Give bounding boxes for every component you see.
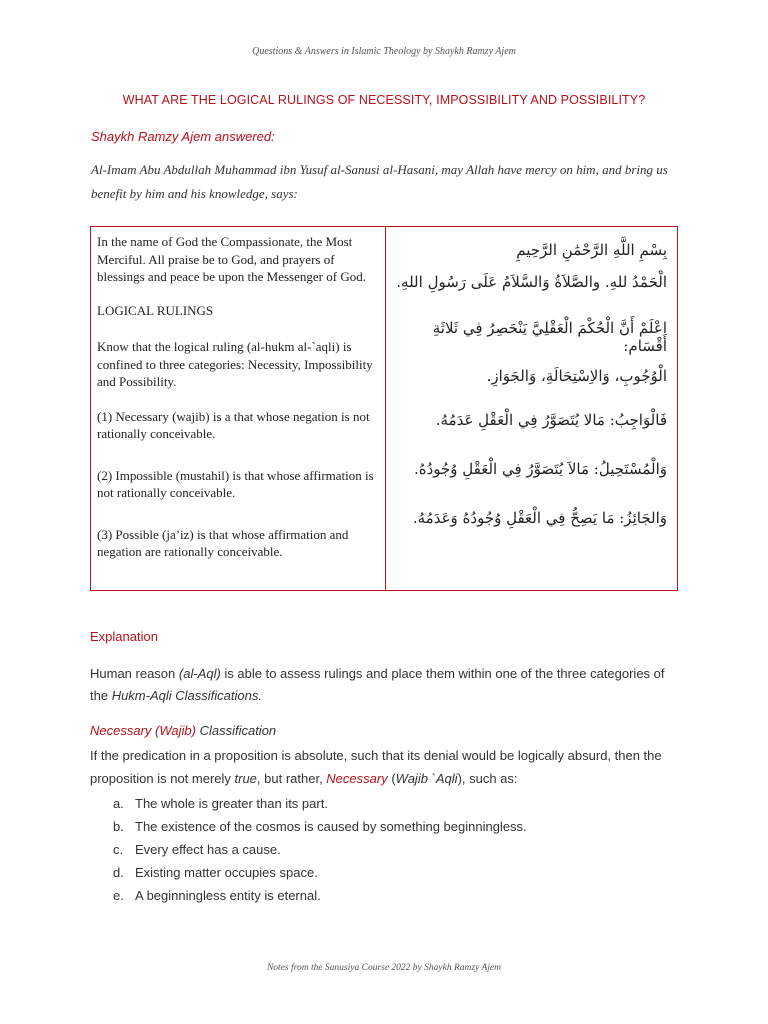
necessary-text-4: ), such as: <box>457 770 518 786</box>
list-marker: d. <box>113 865 124 880</box>
arabic-hamd: الْحَمْدُ للهِ. والصَّلاَةُ وَالسَّلاَمُ عَلَى رَسُولِ اللهِ. <box>396 273 667 291</box>
page-title: WHAT ARE THE LOGICAL RULINGS OF NECESSITY, IMPOSSIBILITY AND POSSIBILITY? <box>122 93 646 107</box>
necessary-word: Necessary <box>326 770 388 786</box>
classifications-term: Hukm-Aqli Classifications. <box>111 688 262 703</box>
list-item <box>113 861 527 884</box>
list-item-text: The existence of the cosmos is caused by something beginningless. <box>135 819 527 834</box>
arabic-jaiz: وَالجَائِزُ: مَا يَصِحُّ فِي الْعَقْلِ وُجُودُهُ وَعَدَمُهُ. <box>412 509 667 527</box>
list-item <box>113 815 527 838</box>
know-paragraph: Know that the logical ruling (al-hukm al-`aqli) is confined to three categories: Necessity, Impossibility and Possibility. <box>97 339 373 389</box>
arabic-mustahil: وَالْمُسْتَحِيلُ: مَالاَ يُتَصَوَّرُ فِي الْعَقْلِ وُجُودُهُ. <box>413 460 667 478</box>
necessary-definition: (1) Necessary (wajib) is a that whose negation is not rationally conceivable. <box>97 408 370 441</box>
arabic-know: اعْلَمْ أَنَّ الْحُكْمَ الْعَقْلِيَّ يَنْحَصِرُ فِي ثَلاثَةِ أَقْسَام: <box>432 319 667 355</box>
necessary-text-3: ( <box>387 770 396 786</box>
list-item-text: The whole is greater than its part. <box>135 796 328 811</box>
text-translation-box <box>90 226 678 591</box>
impossible-definition: (2) Impossible (mustahil) is that whose affirmation is not rationally conceivable. <box>97 467 374 500</box>
list-item <box>113 838 527 861</box>
necessary-text-2: , but rather, <box>256 770 327 786</box>
necessary-heading-rest: Classification <box>195 723 277 738</box>
reason-text-1: Human reason <box>90 666 179 681</box>
running-header: Questions & Answers in Islamic Theology by Shaykh Ramzy Ajem <box>252 46 516 57</box>
necessary-heading-red: Necessary (Wajib) <box>90 723 196 738</box>
basmala-translation: In the name of God the Compassionate, the Most Merciful. All praise be to God, and prayers of blessings and peace be upon the Messenger of God. <box>97 234 366 284</box>
reason-paragraph <box>90 663 680 707</box>
list-item <box>113 792 527 815</box>
necessary-paragraph <box>90 745 680 790</box>
examples-list <box>113 792 527 907</box>
arabic-wajib: فَالْوَاجِبُ: مَالا يُتَصَوَّرُ فِي الْعَقْلِ عَدَمُهُ. <box>435 411 667 429</box>
intro-paragraph: Al-Imam Abu Abdullah Muhammad ibn Yusuf al-Sanusi al-Hasani, may Allah have mercy on him, and bring us benefit by him and his knowledge, says: <box>91 162 668 201</box>
arabic-categories: الْوُجُوبِ، وَالاِسْتِحَالَةِ، وَالجَوَازِ. <box>486 367 667 385</box>
list-item <box>113 884 527 907</box>
english-column <box>97 233 377 561</box>
reason-text-2: is able to assess rulings and place them within one of the three categories of the <box>90 666 665 703</box>
list-marker: b. <box>113 819 124 834</box>
arabic-basmala: بِسْمِ اللَّهِ الرَّحْمَٰنِ الرَّحِيمِ <box>516 241 667 259</box>
al-aql-term: (al-Aql) <box>178 666 221 681</box>
column-divider <box>385 227 386 590</box>
logical-rulings-heading: LOGICAL RULINGS <box>97 302 214 318</box>
explanation-heading: Explanation <box>90 629 158 644</box>
list-item-text: A beginningless entity is eternal. <box>135 888 321 903</box>
list-item-text: Existing matter occupies space. <box>135 865 318 880</box>
necessary-classification-heading <box>90 723 276 738</box>
answerer-label: Shaykh Ramzy Ajem answered: <box>91 129 275 144</box>
list-item-text: Every effect has a cause. <box>135 842 281 857</box>
possible-definition: (3) Possible (ja’iz) is that whose affirmation and negation are rationally conceivable. <box>97 526 349 559</box>
true-word: true <box>234 770 257 786</box>
necessary-text-1: If the predication in a proposition is absolute, such that its denial would be logically absurd, then the proposition is not merely <box>90 748 662 786</box>
arabic-column <box>392 241 667 527</box>
list-marker: c. <box>113 842 124 857</box>
list-marker: a. <box>113 796 124 811</box>
list-marker: e. <box>113 888 124 903</box>
wajib-aqli-word: Wajib `Aqli <box>395 770 458 786</box>
running-footer: Notes from the Sanusiya Course 2022 by Shaykh Ramzy Ajem <box>266 963 502 973</box>
